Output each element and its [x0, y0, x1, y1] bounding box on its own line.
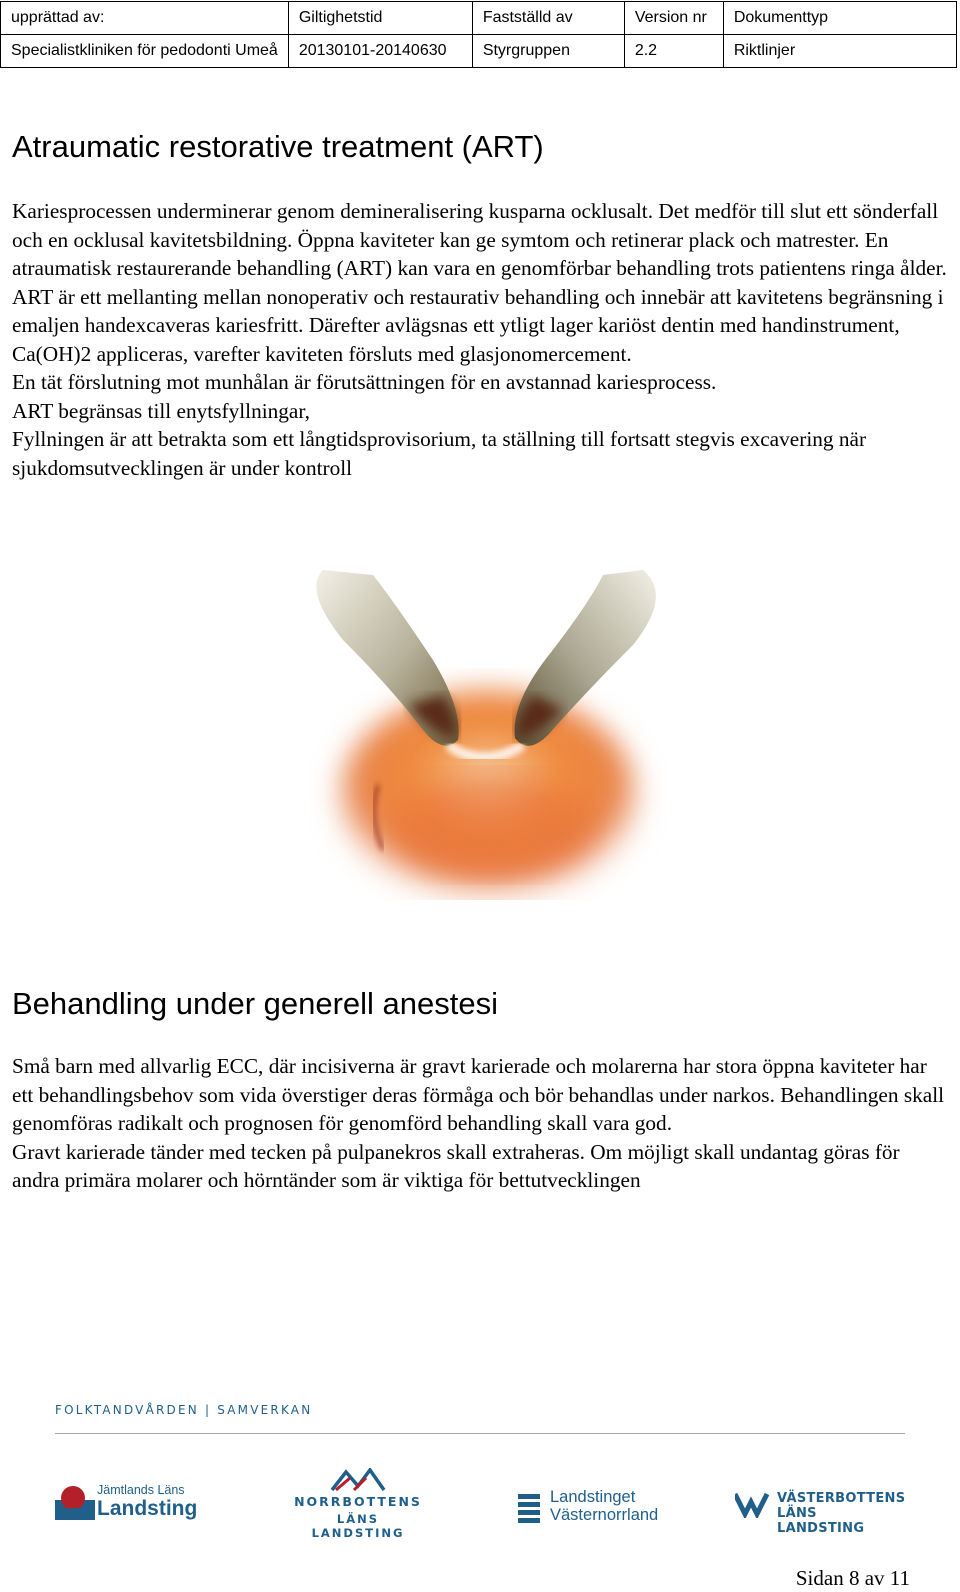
vasterbotten-logo	[735, 1488, 907, 1536]
header-value-doctype: Riktlinjer	[723, 35, 956, 68]
header-value-approved-by: Styrgruppen	[472, 35, 624, 68]
norrbotten-logo-line1: NORRBOTTENS	[294, 1494, 422, 1509]
tooth-cross-section-photo	[283, 570, 683, 900]
jamtland-logo-line2: Landsting	[97, 1496, 198, 1520]
vasternorrland-logo-line1: Landstinget	[550, 1488, 636, 1506]
norrbotten-logo-line2: LÄNS LANDSTING	[311, 1512, 405, 1540]
header-label-approved-by: Fastställd av	[472, 2, 624, 35]
anesthesia-paragraph: Små barn med allvarlig ECC, där incisiverna är gravt karierade och molarerna har stora öppna kaviteter har ett behandlingsbehov som vida överstiger deras förmåga och bör behandlas under narkos. Behandlingen skall genomföras radikalt och prognosen för genomförd behandling skall vara god.	[12, 1054, 945, 1135]
anesthesia-body	[12, 1052, 952, 1195]
header-label-doctype: Dokumenttyp	[723, 2, 956, 35]
art-paragraph: En tät förslutning mot munhålan är förutsättningen för en avstannad kariesprocess.	[12, 370, 717, 394]
header-value-author: Specialistkliniken för pedodonti Umeå	[1, 35, 289, 68]
art-paragraph: ART är ett mellanting mellan nonoperativ och restaurativ behandling och innebär att kavitetens begränsning i emaljen handexcaveras kariesfritt. Därefter avlägsnas ett ytligt lager kariöst dentin med handinstrument, Ca(OH)2 appliceras, varefter kaviteten försluts med glasjonomercement.	[12, 284, 944, 366]
vasterbotten-logo-line2: LÄNS LANDSTING	[777, 1506, 865, 1536]
art-paragraph: Kariesprocessen underminerar genom demineralisering kusparna ocklusalt. Det medför till slut ett sönderfall och en ocklusal kavitetsbildning. Öppna kaviteter kan ge symtom och retinerar plack och matrester. En atraumatisk restaurerande behandling (ART) kan vara en genomförbar behandling trots patientens ringa ålder.	[12, 199, 947, 280]
art-paragraph: Fyllningen är att betrakta som ett långtidsprovisorium, ta ställning till fortsatt stegvis excavering när sjukdomsutvecklingen är under kontroll	[12, 427, 867, 480]
jamtland-emblem-icon	[55, 1482, 95, 1522]
anesthesia-paragraph: Gravt karierade tänder med tecken på pulpanekros skall extraheras. Om möjligt skall undantag göras för andra primära molarer och hörntänder som är viktiga för bettutvecklingen	[12, 1139, 900, 1192]
vasternorrland-emblem-icon	[518, 1490, 542, 1526]
jamtland-logo-line1: Jämtlands Läns	[97, 1483, 185, 1497]
jamtland-logo	[55, 1478, 205, 1526]
footer-brand: FOLKTANDVÅRDEN | SAMVERKAN	[55, 1403, 313, 1417]
page-number: Sidan 8 av 11	[795, 1566, 910, 1590]
header-label-row	[1, 2, 957, 35]
footer-divider	[55, 1433, 905, 1434]
header-label-author: upprättad av:	[1, 2, 289, 35]
header-value-version: 2.2	[624, 35, 723, 68]
norrbotten-logo	[288, 1468, 428, 1540]
art-paragraph: ART begränsas till enytsfyllningar,	[12, 398, 310, 423]
vasternorrland-logo-line2: Västernorrland	[550, 1506, 659, 1524]
document-header-table	[0, 1, 957, 68]
vasterbotten-emblem-icon	[735, 1490, 771, 1518]
header-value-row	[1, 35, 957, 68]
header-label-version: Version nr	[624, 2, 723, 35]
vasternorrland-logo	[518, 1488, 678, 1528]
anesthesia-heading: Behandling under generell anestesi	[12, 986, 499, 1021]
header-label-validity: Giltighetstid	[288, 2, 472, 35]
norrbotten-emblem-icon	[328, 1468, 388, 1492]
header-value-validity: 20130101-20140630	[288, 35, 472, 68]
art-body	[12, 197, 952, 482]
art-heading: Atraumatic restorative treatment (ART)	[12, 129, 544, 164]
vasterbotten-logo-line1: VÄSTERBOTTENS	[777, 1491, 906, 1506]
